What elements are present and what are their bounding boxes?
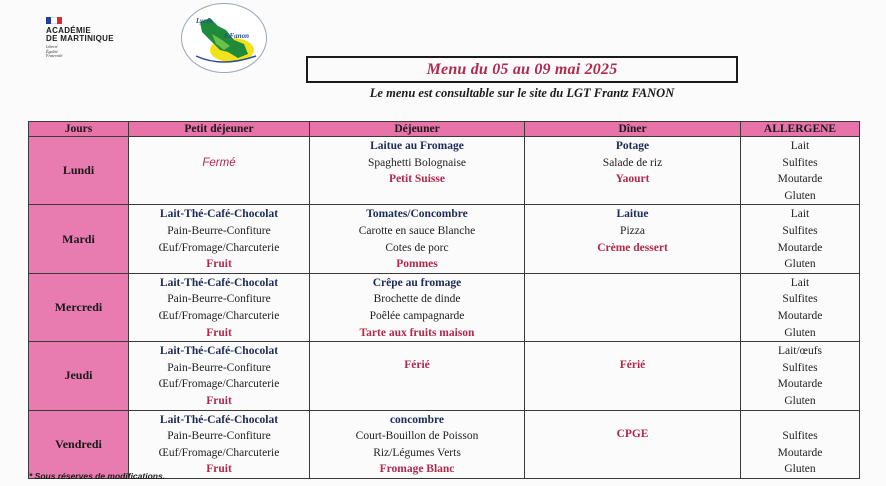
breakfast-cell — [129, 137, 310, 205]
menu-item: Pain-Beurre-Confiture — [167, 293, 271, 306]
menu-item: Court-Bouillon de Poisson — [355, 430, 479, 443]
allergen-item: Gluten — [784, 394, 816, 407]
day-cell: Mardi — [29, 205, 129, 273]
holiday-label: Férié — [404, 359, 430, 372]
allergen-cell — [741, 205, 860, 273]
menu-item: Tarte aux fruits maison — [359, 326, 475, 339]
dinner-cell — [525, 205, 741, 273]
lunch-cell — [310, 342, 525, 410]
column-header-allergens: ALLERGENE — [741, 122, 860, 137]
french-flag-icon — [46, 17, 62, 24]
allergen-item: Moutarde — [777, 173, 823, 186]
allergen-cell — [741, 273, 860, 341]
lunch-cell — [310, 137, 525, 205]
footnote: * Sous réserves de modifications. — [29, 471, 166, 481]
academie-logo — [46, 17, 156, 59]
breakfast-cell — [129, 273, 310, 341]
breakfast-cell — [129, 342, 310, 410]
academie-line1: ACADÉMIE — [46, 26, 92, 35]
cpge-label: CPGE — [616, 427, 649, 440]
menu-item: Lait-Thé-Café-Chocolat — [159, 208, 279, 221]
menu-item: Lait-Thé-Café-Chocolat — [159, 413, 279, 426]
closed-label: Fermé — [202, 156, 236, 169]
motto-line: Liberté — [46, 44, 58, 49]
table-row — [29, 137, 860, 205]
breakfast-cell — [129, 205, 310, 273]
menu-item: Lait-Thé-Café-Chocolat — [159, 345, 279, 358]
academie-line2: DE MARTINIQUE — [46, 34, 114, 43]
column-header-breakfast: Petit déjeuner — [129, 122, 310, 137]
dinner-cell — [525, 342, 741, 410]
allergen-item: Gluten — [784, 463, 816, 476]
menu-item: Lait-Thé-Café-Chocolat — [159, 276, 279, 289]
menu-item: concombre — [389, 413, 445, 426]
menu-item: Œuf/Fromage/Charcuterie — [158, 241, 280, 254]
table-row — [29, 410, 860, 478]
menu-item: Spaghetti Bolognaise — [367, 156, 467, 169]
menu-item: Crème dessert — [597, 241, 668, 254]
column-header-dinner: Dîner — [525, 122, 741, 137]
day-cell: Mercredi — [29, 273, 129, 341]
menu-item: Laitue — [616, 208, 649, 221]
allergen-item: Lait — [790, 140, 810, 152]
allergen-item: Sulfites — [782, 156, 818, 169]
table-row — [29, 273, 860, 341]
menu-item: Pain-Beurre-Confiture — [167, 361, 271, 374]
dinner-cell — [525, 410, 741, 478]
menu-item: Pizza — [620, 224, 645, 237]
lunch-cell — [310, 205, 525, 273]
menu-item: Brochette de dinde — [373, 293, 461, 306]
menu-item: Œuf/Fromage/Charcuterie — [158, 378, 280, 391]
table-row — [29, 205, 860, 273]
school-logo — [181, 3, 267, 73]
allergen-item: Moutarde — [777, 309, 823, 322]
day-cell: Lundi — [29, 137, 129, 205]
allergen-item: Lait — [790, 276, 810, 289]
lunch-cell — [310, 273, 525, 341]
menu-item: Yaourt — [615, 173, 650, 186]
menu-item: Fruit — [206, 326, 232, 339]
motto-line: Fraternité — [46, 53, 63, 58]
dinner-cell — [525, 137, 741, 205]
menu-item: Petit Suisse — [389, 173, 445, 186]
allergen-item: Lait — [790, 208, 810, 221]
allergen-item: Sulfites — [782, 293, 818, 306]
menu-item: Crêpe au fromage — [372, 276, 462, 289]
menu-item: Pain-Beurre-Confiture — [167, 224, 271, 237]
allergen-cell — [741, 410, 860, 478]
menu-item: Potage — [615, 140, 650, 152]
day-cell: Jeudi — [29, 342, 129, 410]
menu-item: Fruit — [206, 463, 232, 476]
menu-subtitle: Le menu est consultable sur le site du LGT Frantz FANON — [369, 86, 675, 100]
column-header-lunch: Déjeuner — [310, 122, 525, 137]
menu-item: Fruit — [206, 394, 232, 407]
allergen-cell — [741, 342, 860, 410]
menu-item: Salade de riz — [602, 156, 663, 169]
menu-item: Fromage Blanc — [379, 463, 455, 476]
menu-item: Laitue au Fromage — [370, 140, 464, 152]
allergen-item: Gluten — [784, 189, 816, 202]
menu-item: Pain-Beurre-Confiture — [167, 430, 271, 443]
allergen-item: Moutarde — [777, 378, 823, 391]
dinner-cell — [525, 273, 741, 341]
menu-item: Carotte en sauce Blanche — [358, 224, 476, 237]
table-header-row — [29, 122, 860, 137]
table-row — [29, 342, 860, 410]
allergen-item: Sulfites — [782, 430, 818, 443]
allergen-item: Sulfites — [782, 224, 818, 237]
menu-item: Œuf/Fromage/Charcuterie — [158, 309, 280, 322]
allergen-item: Moutarde — [777, 241, 823, 254]
allergen-item: Lait/œufs — [777, 345, 823, 358]
column-header-days: Jours — [29, 122, 129, 137]
holiday-label: Férié — [619, 359, 646, 372]
logo-text: Lycée — [196, 17, 213, 25]
allergen-cell — [741, 137, 860, 205]
allergen-item: Moutarde — [777, 446, 823, 459]
menu-item: Poêlée campagnarde — [369, 309, 465, 322]
menu-item: Œuf/Fromage/Charcuterie — [158, 446, 280, 459]
allergen-item: Gluten — [784, 258, 816, 271]
allergen-item: Sulfites — [782, 361, 818, 374]
menu-table — [28, 121, 860, 479]
day-cell: Vendredi — [29, 410, 129, 478]
menu-title: Menu du 05 au 09 mai 2025 — [426, 60, 618, 78]
motto-line: Égalité — [46, 48, 58, 54]
breakfast-cell — [129, 410, 310, 478]
republic-motto — [46, 45, 156, 59]
lunch-cell — [310, 410, 525, 478]
menu-item: Cotes de porc — [385, 241, 449, 254]
menu-item: Riz/Légumes Verts — [373, 446, 461, 459]
menu-item: Tomates/Concombre — [366, 208, 468, 221]
menu-item: Pommes — [396, 258, 438, 271]
allergen-item: Gluten — [784, 326, 816, 339]
logo-text: F.Fanon — [224, 32, 249, 40]
menu-item: Fruit — [206, 258, 232, 271]
menu-title-box — [306, 56, 738, 83]
